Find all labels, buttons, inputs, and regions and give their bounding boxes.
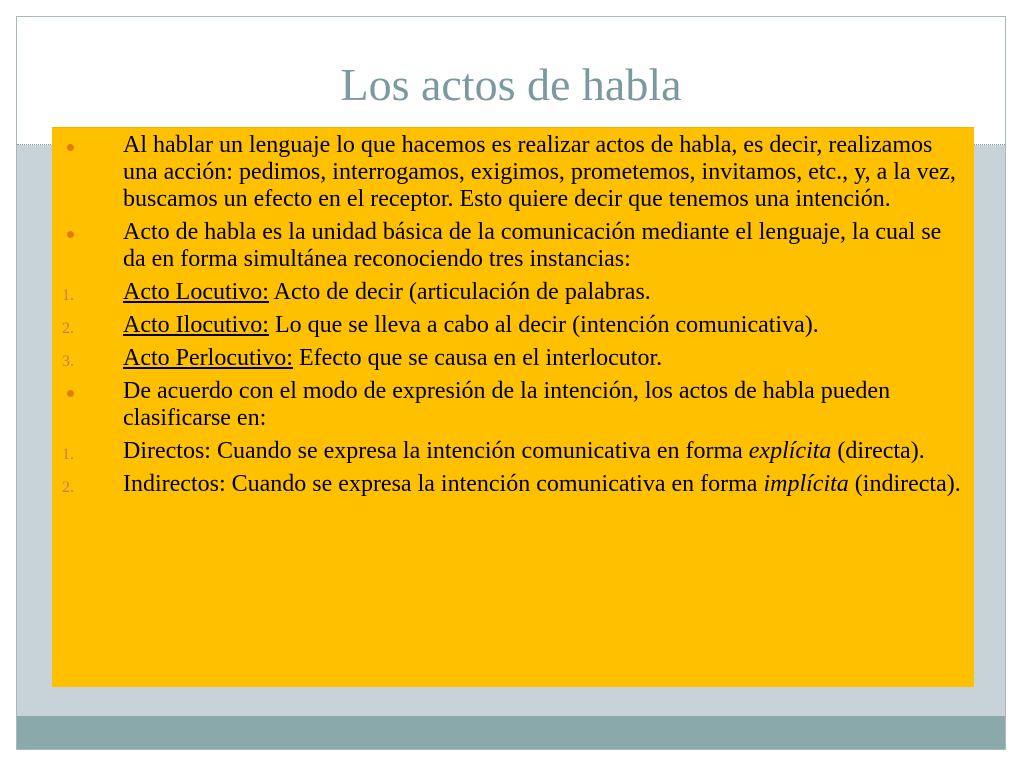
bullet-text: Acto de habla es la unidad básica de la comunicación mediante el lenguaje, la cual se da en forma simultánea reconociendo tres instancias: xyxy=(123,219,942,272)
list-item xyxy=(52,345,962,372)
title-area xyxy=(17,17,1005,143)
content-box xyxy=(52,127,974,687)
list-item xyxy=(52,279,962,306)
item-number: 3. xyxy=(62,353,74,370)
bullet-icon xyxy=(67,231,74,238)
item-text: Indirectos: Cuando se expresa la intención comunicativa en forma xyxy=(123,471,764,497)
list-item xyxy=(52,219,962,273)
content-list xyxy=(52,132,962,504)
slide-frame xyxy=(16,16,1006,750)
item-text: (directa). xyxy=(831,438,925,464)
item-text: Efecto que se causa en el interlocutor. xyxy=(292,345,663,371)
term-acto-locutivo: Acto Locutivo: xyxy=(123,279,269,305)
emphasis-explicita: explícita xyxy=(748,438,832,464)
list-item xyxy=(52,312,962,339)
list-item xyxy=(52,471,962,498)
bullet-text: Al hablar un lenguaje lo que hacemos es realizar actos de habla, es decir, realizamos una acción: pedimos, interrogamos, exigimos, prometemos, invitamos, etc., y, a la vez, buscamos un efecto en el receptor. Esto quiere decir que tenemos una intención. xyxy=(123,132,956,212)
bullet-icon xyxy=(67,144,74,151)
item-number: 1. xyxy=(62,446,74,463)
item-text: (indirecta). xyxy=(848,471,961,497)
item-number: 1. xyxy=(62,287,74,304)
item-text: Directos: Cuando se expresa la intención comunicativa en forma xyxy=(123,438,749,464)
list-item xyxy=(52,438,962,465)
item-number: 2. xyxy=(62,320,74,337)
term-acto-perlocutivo: Acto Perlocutivo: xyxy=(123,345,293,371)
item-text: Acto de decir (articulación de palabras. xyxy=(268,279,651,305)
background-band-dark xyxy=(17,716,1005,750)
list-item xyxy=(52,132,962,213)
term-acto-ilocutivo: Acto Ilocutivo: xyxy=(123,312,269,338)
emphasis-implicita: implícita xyxy=(763,471,849,497)
item-number: 2. xyxy=(62,479,74,496)
slide-title: Los actos de habla xyxy=(340,59,682,110)
bullet-text: De acuerdo con el modo de expresión de la intención, los actos de habla pueden clasificarse en: xyxy=(123,378,891,431)
bullet-icon xyxy=(67,390,74,397)
list-item xyxy=(52,378,962,432)
item-text: Lo que se lleva a cabo al decir (intención comunicativa). xyxy=(268,312,819,338)
